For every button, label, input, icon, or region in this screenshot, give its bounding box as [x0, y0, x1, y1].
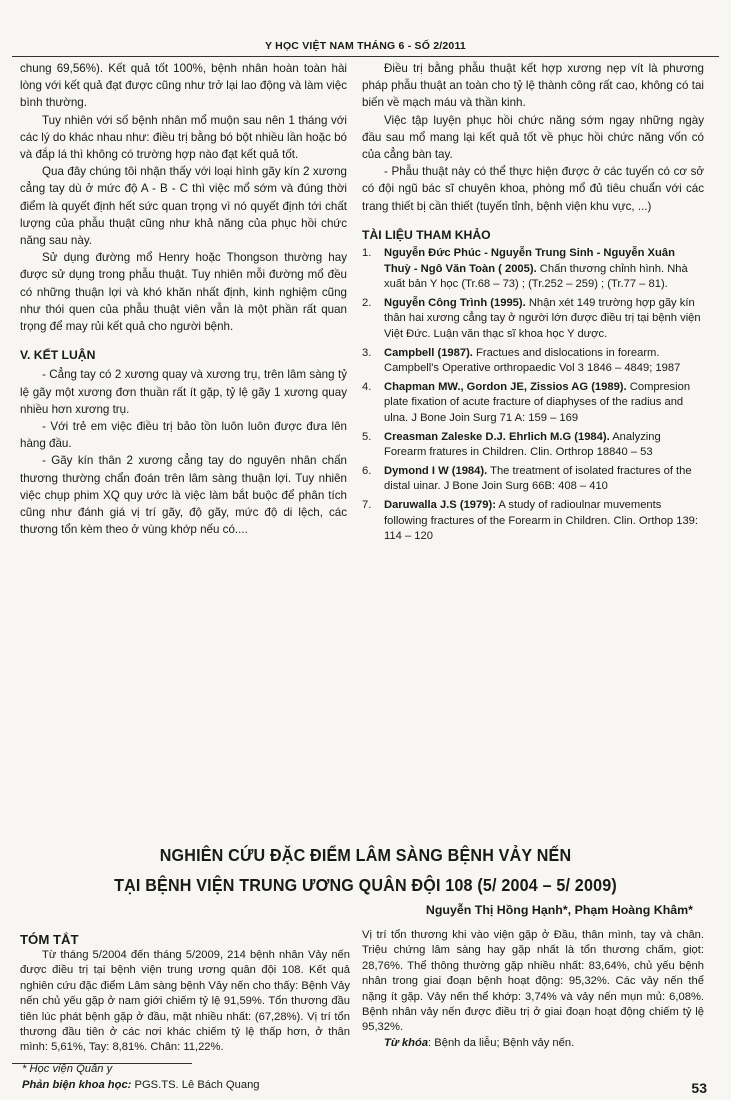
keywords [362, 1036, 704, 1051]
abstract-right-text: Vị trí tổn thương khi vào viện gặp ở Đầu, thân mình, tay và chân. Triệu chứng lâm sàng hay gặp nhất là tổn thương chấm, giọt: 28,76%. Thể thông thường gặp nhiều nhất: 83,64%, chủ yếu bệnh nhân trong giai đoạn bệnh hoạt động: 95,32%. Các vảy nến thể nặng ít gặp. Vảy nến thể khớp: 3,74% và vảy nến mụn mủ: 6,08%. Bệnh nhân vảy nến được điều trị ở giai đoạn hoạt động chiếm tỷ lệ 95,32%. [362, 929, 704, 1034]
left-column [20, 60, 347, 538]
references-list [362, 246, 704, 545]
reference-authors: Chapman MW., Gordon JE, Zissios AG (1989). [384, 380, 627, 393]
reference-number: 5. [362, 430, 372, 443]
abstract-right-column [362, 928, 704, 1051]
article-authors: Nguyễn Thị Hồng Hạnh*, Phạm Hoàng Khâm* [425, 903, 693, 917]
left-paragraph-1: chung 69,56%). Kết quả tốt 100%, bệnh nhân hoàn toàn hài lòng với kết quả đạt được cũng như trở lại lao động và làm việc bình thường. [20, 62, 347, 110]
reference-item [362, 246, 704, 293]
article-title-line-1: NGHIÊN CỨU ĐẶC ĐIỂM LÂM SÀNG BỆNH VẢY NẾN [159, 845, 572, 865]
left-paragraph-2: Tuy nhiên với số bệnh nhân mổ muộn sau nên 1 tháng với các lý do khác nhau như: điều trị bằng bó bột nhiều lần hoặc bó và đắp lá thì không có trường hợp nào đạt kết quả tốt. [20, 113, 347, 162]
reference-item [362, 498, 704, 545]
keywords-label: Từ khóa [384, 1036, 429, 1049]
reference-text: Fractues and dislocations in forearm. Campbell's Operative orthropaedic Vol 3 1846 – 4849; 1987 [384, 346, 681, 375]
references-heading: TÀI LIỆU THAM KHẢO [362, 227, 491, 242]
reference-item [362, 296, 704, 343]
reference-authors: Nguyễn Đức Phúc - Nguyễn Trung Sinh - Nguyễn Xuân Thuỳ - Ngô Văn Toàn ( 2005). [384, 247, 675, 275]
conclusion-item-2: - Với trẻ em việc điều trị bảo tồn luôn luôn được đưa lên hàng đầu. [20, 420, 347, 451]
footnote-reviewer [22, 1079, 260, 1091]
reference-number: 2. [362, 296, 372, 309]
left-paragraph-3: Qua đây chúng tôi nhận thấy với loại hình gãy kín 2 xương cẳng tay dù ở mức độ A - B - C thì việc mổ sớm và đúng thời điểm là quyết định hết sức quan trọng vì nó quyết định tới chất lượng của phẫu thuật cũng như khả năng của phục hồi chức năng sau này. [20, 165, 347, 248]
left-paragraph-4: Sử dụng đường mổ Henry hoặc Thongson thường hay được sử dụng trong phẫu thuật. Tuy nhiên mỗi đường mổ đều có những thuận lợi và khó khăn nhất định, kinh nghiệm cũng như thói quen của phẫu thuật viên vẫn là một phần rất quan trọng để may rủi kết quả cho người bệnh. [20, 251, 347, 334]
conclusion-heading: V. KẾT LUẬN [20, 348, 96, 363]
keywords-text: : Bệnh da liễu; Bệnh vảy nến. [428, 1036, 575, 1049]
reference-text: The treatment of isolated fractures of the distal uinar. J Bone Join Surg 66B: 408 – 410 [384, 464, 692, 493]
right-paragraph-1: Điều trị bằng phẫu thuật kết hợp xương nẹp vít là phương pháp phẫu thuật an toàn cho tỷ lệ thành công rất cao, không có tai biến về mạch máu và thần kinh. [362, 62, 704, 110]
reference-authors: Dymond I W (1984). [384, 464, 488, 477]
reference-item [362, 464, 704, 495]
reference-text: Nhận xét 149 trường hợp gãy kín thân hai xương cẳng tay ở người lớn được điều trị tại bệnh viện Việt Đức. Luận văn thạc sĩ khoa học Y dược. [384, 296, 701, 340]
reference-authors: Daruwalla J.S (1979): [384, 498, 496, 511]
reference-text: Chấn thương chỉnh hình. Nhà xuất bản Y học (Tr.68 – 73) ; (Tr.252 – 259) ; (Tr.77 – 81). [384, 262, 688, 291]
reference-item [362, 430, 704, 461]
right-paragraph-3: - Phẫu thuật này có thể thực hiện được ở các tuyến có cơ sở có đội ngũ bác sĩ chuyên khoa, phòng mổ đủ tiêu chuẩn với các trang thiết bị cần thiết (tuyến tỉnh, bệnh viện khu vực, ...) [362, 165, 704, 213]
abstract-left-column [20, 948, 350, 1056]
reference-number: 1. [362, 247, 372, 260]
reference-number: 4. [362, 380, 372, 393]
reference-text: Analyzing Forearm fratures in Children. Clin. Orthrop 18840 – 53 [384, 430, 661, 459]
reference-item [362, 346, 704, 377]
reference-number: 7. [362, 498, 372, 511]
abstract-heading: TÓM TẮT [20, 932, 79, 947]
abstract-left-text: Từ tháng 5/2004 đến tháng 5/2009, 214 bệnh nhân Vảy nến được điều trị tại bệnh viện trung ương quân đội 108. Kết quả nghiên cứu đặc điểm Lâm sàng bệnh Vảy nến cho thấy: Bệnh Vảy nến chủ yếu gặp ở nam giới chiếm tỷ lệ 91,59%. Tổn thương đầu tiên lúc phát bệnh gặp ở đầu, mặt nhiều nhất: (67,28%). Vị trí tổn thương đầu tiên ở các nơi khác chiếm tỷ lệ thấp hơn, ở thân mình: 5,61%, Tay: 8,81%. Chân: 11,22%. [20, 949, 350, 1054]
header-rule [12, 56, 719, 57]
reference-authors: Creasman Zaleske D.J. Ehrlich M.G (1984). [384, 430, 610, 443]
reference-item [362, 380, 704, 427]
reviewer-label: Phản biện khoa học: [22, 1079, 132, 1091]
conclusion-item-3: - Gãy kín thân 2 xương cẳng tay do nguyên nhân chấn thương thường chẩn đoán trên lâm sàng thuận lợi. Tuy nhiên việc chụp phim XQ quy ước là việc làm bắt buộc để phân tích cũng như đánh giá vị trí gãy, độ gãy, mức độ di lệch, các thương tổn kèm theo ở vùng khớp nếu có.... [20, 454, 347, 537]
reference-number: 3. [362, 346, 372, 359]
reviewer-name: PGS.TS. Lê Bách Quang [131, 1079, 260, 1091]
page-number: 53 [691, 1080, 707, 1096]
reference-authors: Campbell (1987). [384, 346, 473, 359]
reference-text: A study of radioulnar muvements following fractures of the Forearm in Children. Clin. Orthop 139: 114 – 120 [384, 498, 699, 543]
conclusion-item-1: - Cẳng tay có 2 xương quay và xương trụ, trên lâm sàng tỷ lệ gãy một xương đơn thuần rất ít gặp, tỷ lệ gãy 1 xương quay nhiều hơn xương trụ. [20, 368, 347, 416]
right-paragraph-2: Việc tập luyện phục hồi chức năng sớm ngay những ngày đầu sau mổ mang lại kết quả tốt về phục hồi chức năng vốn có của cẳng bàn tay. [362, 113, 704, 162]
reference-number: 6. [362, 464, 372, 477]
article-title-line-2: TẠI BỆNH VIỆN TRUNG ƯƠNG QUÂN ĐỘI 108 (5/ 2004 – 5/ 2009) [114, 875, 617, 895]
running-header: Y HỌC VIỆT NAM THÁNG 6 - SỐ 2/2011 [265, 40, 466, 52]
reference-authors: Nguyễn Công Trình (1995). [384, 296, 526, 309]
footnote-affiliation: * Học viện Quân y [22, 1063, 113, 1075]
reference-text: Compresion plate fixation of acute fracture of diaphyses of the radius and ulna. J Bone Join Surg 71 A: 159 – 169 [384, 380, 691, 424]
right-column [362, 60, 704, 548]
